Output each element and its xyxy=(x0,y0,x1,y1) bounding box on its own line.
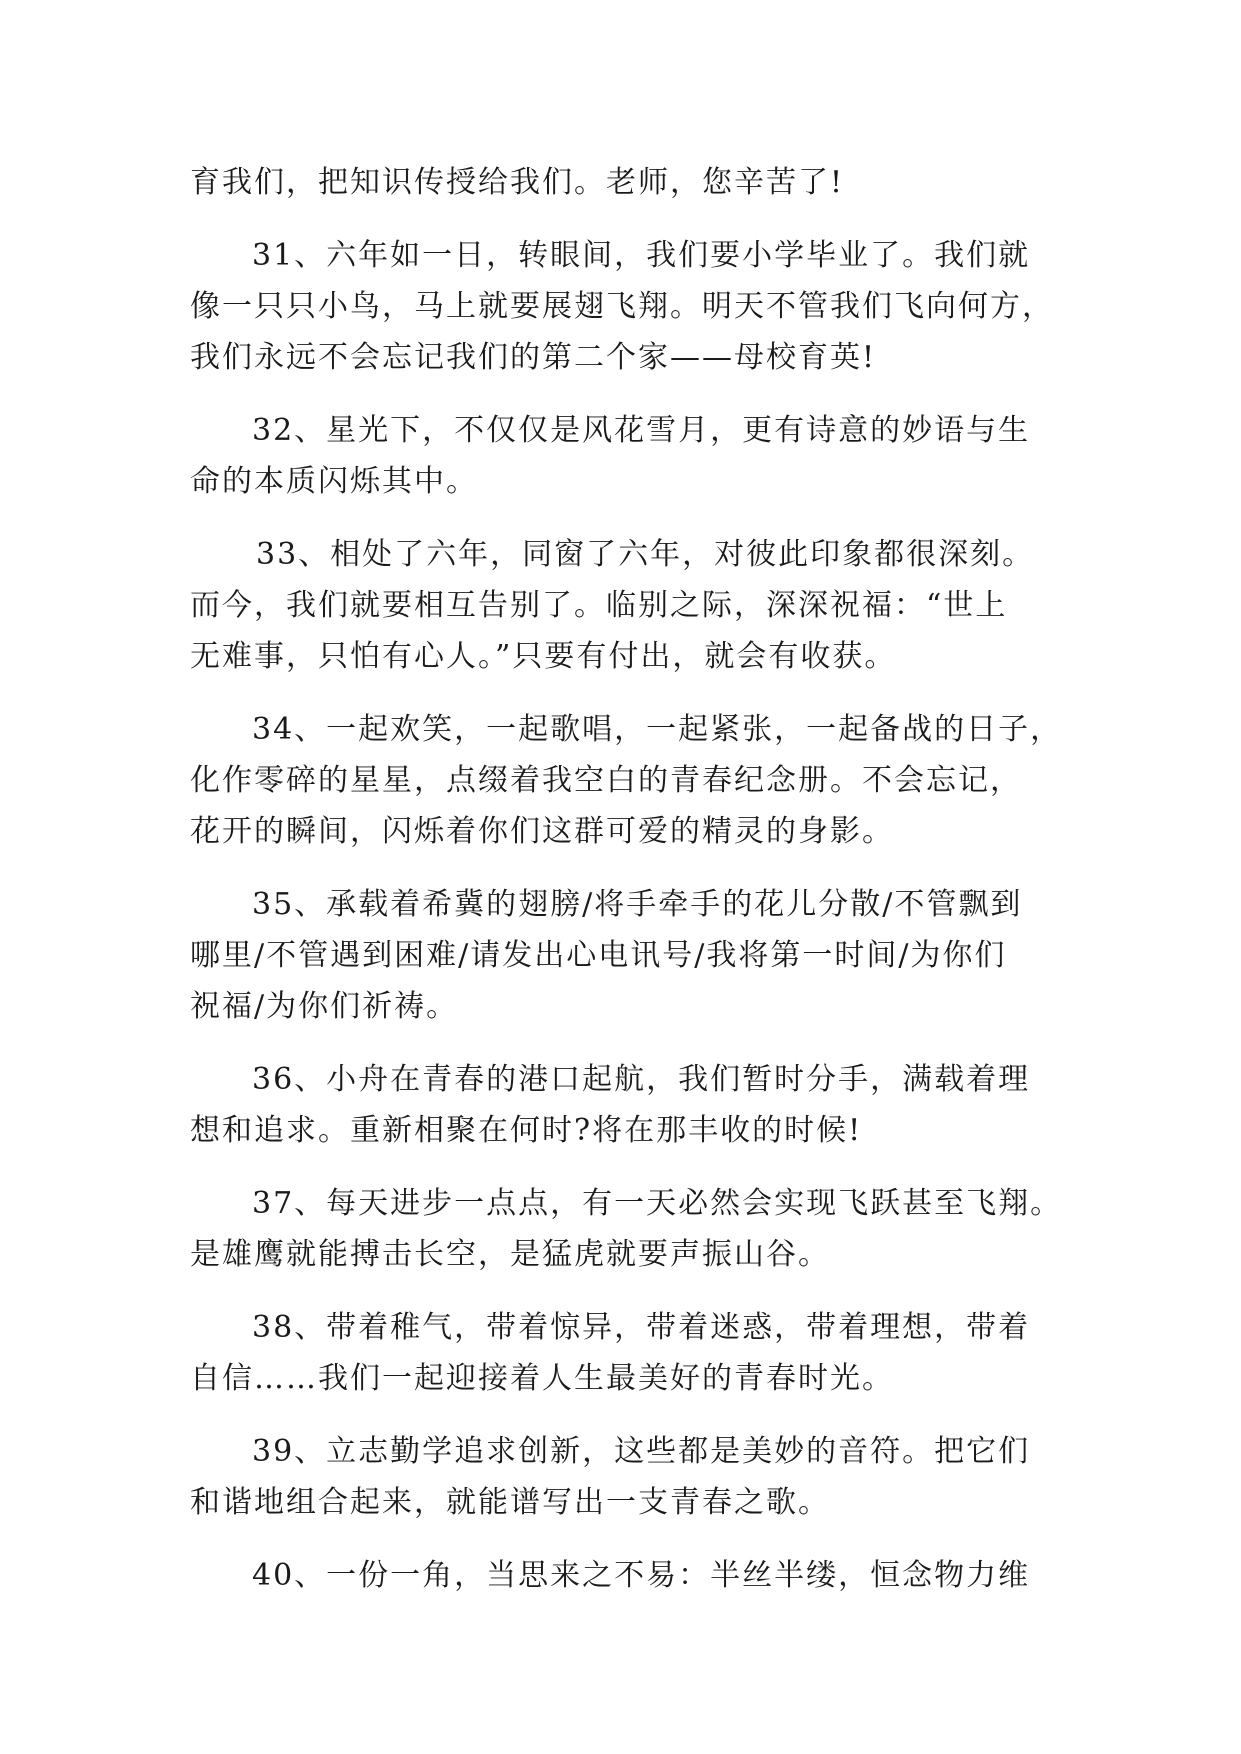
text-line: 无难事，只怕有心人。”只要有付出，就会有收获。 xyxy=(190,639,897,674)
paragraph-38 xyxy=(190,1302,1052,1404)
text-line: 是雄鹰就能搏击长空，是猛虎就要声振山谷。 xyxy=(190,1237,830,1272)
paragraph-33 xyxy=(190,529,1052,682)
paragraph-31 xyxy=(190,230,1052,383)
paragraph-continuation xyxy=(190,157,1052,208)
text-line: 育我们，把知识传授给我们。老师，您辛苦了! xyxy=(190,165,845,200)
text-line: 和谐地组合起来，就能谱写出一支青春之歌。 xyxy=(190,1485,830,1520)
paragraph-36 xyxy=(190,1054,1052,1156)
paragraph-37 xyxy=(190,1178,1063,1280)
text-line: 36、小舟在青春的港口起航，我们暂时分手，满载着理 xyxy=(252,1062,1031,1097)
text-line: 40、一份一角，当思来之不易：半丝半缕，恒念物力维 xyxy=(252,1558,1031,1593)
text-line: 31、六年如一日，转眼间，我们要小学毕业了。我们就 xyxy=(252,238,1031,273)
text-line: 哪里/不管遇到困难/请发出心电讯号/我将第一时间/为你们 xyxy=(190,938,1007,973)
paragraph-39 xyxy=(190,1426,1052,1528)
text-line: 像一只只小鸟，马上就要展翅飞翔。明天不管我们飞向何方， xyxy=(190,289,1054,324)
text-line: 我们永远不会忘记我们的第二个家——母校育英! xyxy=(190,340,877,375)
text-line: 39、立志勤学追求创新，这些都是美妙的音符。把它们 xyxy=(252,1434,1031,1469)
text-line: 想和追求。重新相聚在何时?将在那丰收的时候! xyxy=(190,1113,863,1148)
text-line: 花开的瞬间，闪烁着你们这群可爱的精灵的身影。 xyxy=(190,814,894,849)
text-line: 35、承载着希冀的翅膀/将手牵手的花儿分散/不管飘到 xyxy=(252,887,1023,922)
text-line: 37、每天进步一点点，有一天必然会实现飞跃甚至飞翔。 xyxy=(252,1186,1063,1221)
text-line: 34、一起欢笑，一起歌唱，一起紧张，一起备战的日子， xyxy=(252,712,1063,747)
text-line: 而今，我们就要相互告别了。临别之际，深深祝福：“世上 xyxy=(190,588,1008,623)
text-line: 自信……我们一起迎接着人生最美好的青春时光。 xyxy=(190,1361,894,1396)
text-line: 38、带着稚气，带着惊异，带着迷惑，带着理想，带着 xyxy=(252,1310,1031,1345)
document-body xyxy=(190,157,1063,1601)
text-line: 命的本质闪烁其中。 xyxy=(190,464,478,499)
text-line: 32、星光下，不仅仅是风花雪月，更有诗意的妙语与生 xyxy=(252,413,1031,448)
text-line: 祝福/为你们祈祷。 xyxy=(190,989,459,1024)
text-line: 化作零碎的星星，点缀着我空白的青春纪念册。不会忘记， xyxy=(190,763,1022,798)
paragraph-40 xyxy=(190,1550,1052,1601)
paragraph-34 xyxy=(190,704,1063,857)
paragraph-32 xyxy=(190,405,1052,507)
paragraph-35 xyxy=(190,879,1052,1032)
text-line: 33、相处了六年，同窗了六年，对彼此印象都很深刻。 xyxy=(256,537,1035,572)
